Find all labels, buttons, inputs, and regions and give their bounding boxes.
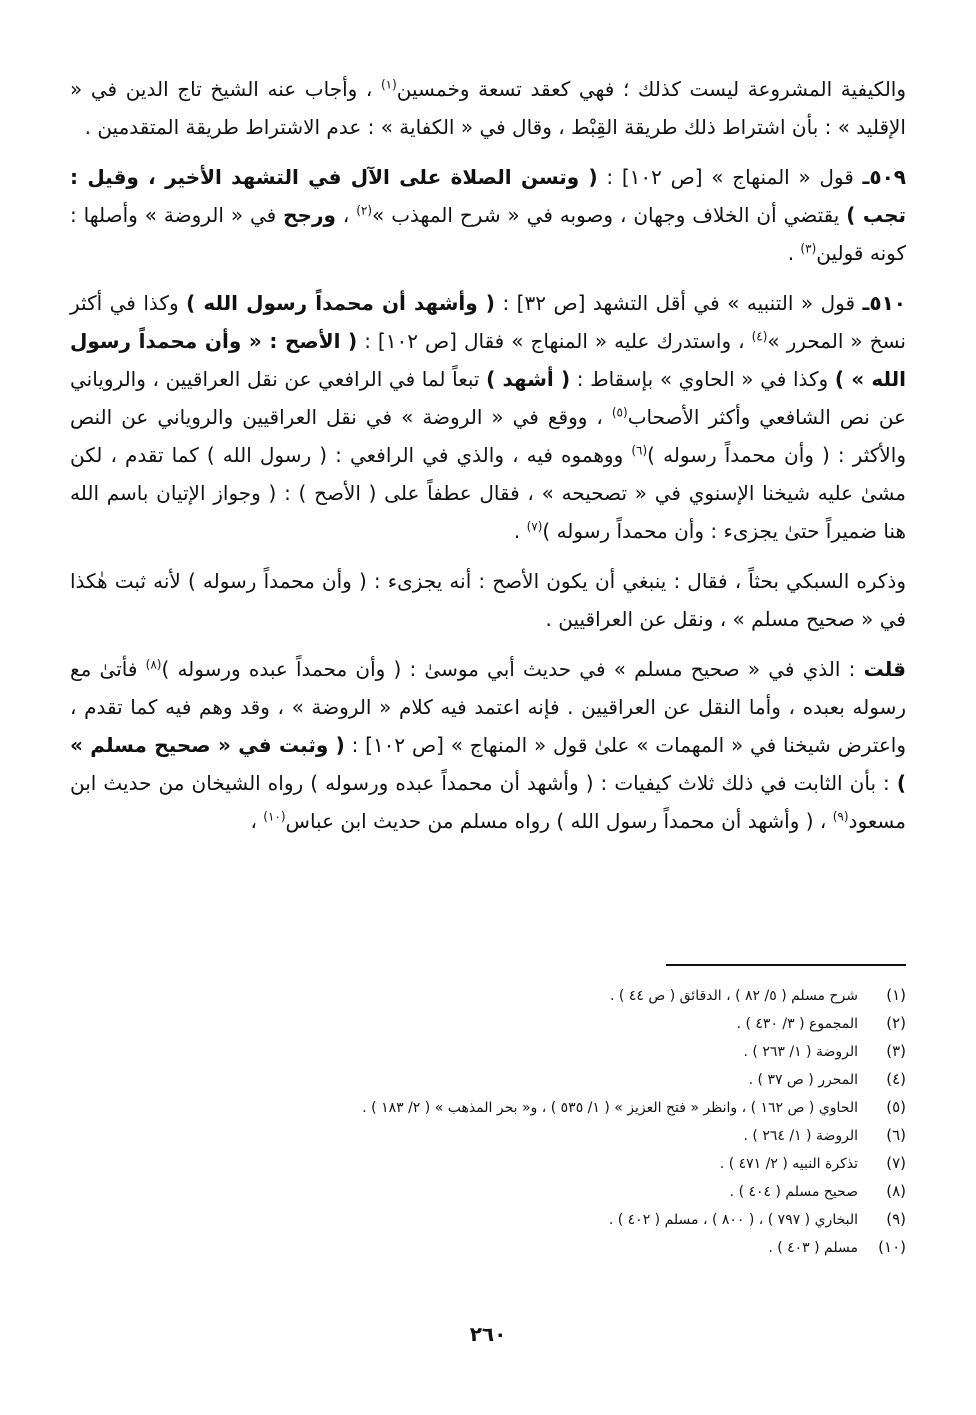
bold-quote: ( الأصح : « وأن محمداً رسول الله » ) <box>70 329 906 391</box>
text-run: قول « التنبيه » في أقل التشهد [ص ٣٢] : <box>494 291 863 315</box>
text-run: وكذا في « الحاوي » بإسقاط : <box>570 367 835 391</box>
footnote-3 <box>70 1038 906 1066</box>
footnote-number: (٤) <box>886 1070 906 1088</box>
footnote-number: (٧) <box>886 1154 906 1172</box>
paragraph-number: ٥١٠ـ <box>862 291 906 315</box>
paragraph-subki <box>70 562 906 638</box>
paragraph-number: ٥٠٩ـ <box>862 165 906 189</box>
footnote-ref: (٢) <box>356 203 373 218</box>
footnote-1 <box>70 982 906 1010</box>
bold-quote: ( وثبت في « صحيح مسلم » ) <box>70 733 906 795</box>
footnote-number: (٦) <box>886 1126 906 1144</box>
paragraph-510 <box>70 284 906 550</box>
footnote-text: صحيح مسلم ( ٤٠٤ ) . <box>729 1184 858 1200</box>
footnote-separator-rule <box>666 964 906 966</box>
text-run: ، ووقع في « الروضة » في نقل العراقيين والروياني عن النص والأكثر : ( وأن محمداً رسوله ) <box>70 405 906 467</box>
footnote-text: الروضة ( ١/ ٢٦٤ ) . <box>743 1128 858 1144</box>
bold-quote: ( أشهد ) <box>486 367 571 391</box>
footnote-text: المجموع ( ٣/ ٤٣٠ ) . <box>736 1016 858 1032</box>
footnote-ref: (٣) <box>800 241 817 256</box>
text-run: . <box>787 241 801 265</box>
footnote-9 <box>70 1206 906 1234</box>
footnote-5 <box>70 1094 906 1122</box>
footnote-number: (٥) <box>886 1098 906 1116</box>
footnote-ref: (٥) <box>611 405 628 420</box>
page-body <box>70 70 906 852</box>
text-run: . <box>513 519 527 543</box>
footnote-text: المحرر ( ص ٣٧ ) . <box>748 1072 858 1088</box>
footnote-ref: (٨) <box>145 657 162 672</box>
footnote-ref: (٩) <box>832 809 849 824</box>
paragraph-text <box>70 70 906 146</box>
text-run: ، واستدرك عليه « المنهاج » فقال [ص ١٠٢] : <box>357 329 752 353</box>
paragraph-text <box>70 158 906 272</box>
text-run: والكيفية المشروعة ليست كذلك ؛ فهي كعقد تسعة وخمسين <box>396 77 906 101</box>
footnotes <box>70 982 906 1262</box>
text-run: ، وأجاب عنه الشيخ تاج الدين في « الإقليد » : بأن اشتراط ذلك طريقة القِبْط ، وقال في « الكفاية » : عدم الاشتراط طريقة المتقدمين . <box>70 77 906 139</box>
footnote-number: (١٠) <box>878 1238 906 1256</box>
text-run: ، ( وأشهد أن محمداً رسول الله ) رواه مسلم من حديث ابن عباس <box>285 809 833 833</box>
footnote-number: (٩) <box>886 1210 906 1228</box>
footnote-text: الروضة ( ١/ ٢٦٣ ) . <box>743 1044 858 1060</box>
footnote-4 <box>70 1066 906 1094</box>
footnote-7 <box>70 1150 906 1178</box>
text-run: ، <box>250 809 264 833</box>
paragraph-qult <box>70 650 906 840</box>
footnote-number: (٣) <box>886 1042 906 1060</box>
footnote-number: (٨) <box>886 1182 906 1200</box>
bold-quote: ( وأشهد أن محمداً رسول الله ) <box>186 291 495 315</box>
footnote-text: تذكرة النبيه ( ٢/ ٤٧١ ) . <box>719 1156 858 1172</box>
footnote-number: (٢) <box>886 1014 906 1032</box>
paragraph-text <box>70 562 906 638</box>
bold-quote: قلت <box>863 657 907 681</box>
footnote-2 <box>70 1010 906 1038</box>
text-run: : بأن الثابت في ذلك ثلاث كيفيات : ( وأشهد أن محمداً عبده ورسوله ) رواه الشيخان من حديث ابن مسعود <box>70 771 906 833</box>
footnote-number: (١) <box>886 986 906 1004</box>
text-run: فأتىٰ مع رسوله بعبده ، وأما النقل عن العراقيين . فإنه اعتمد فيه كلام « الروضة » ، وقد وهم فيه كما تقدم ، واعترض شيخنا في « المهمات » علىٰ قول « المنهاج » [ص ١٠٢] : <box>70 657 906 757</box>
footnote-ref: (١) <box>380 77 397 92</box>
footnote-10 <box>70 1234 906 1262</box>
text-run: وذكره السبكي بحثاً ، فقال : ينبغي أن يكون الأصح : أنه يجزىء : ( وأن محمداً رسوله ) لأنه ثبت هٰكذا في « صحيح مسلم » ، ونقل عن العراقيين . <box>70 569 906 631</box>
footnote-ref: (٧) <box>526 519 543 534</box>
text-run: يقتضي أن الخلاف وجهان ، وصوبه في « شرح المهذب » <box>372 203 847 227</box>
text-run: ووهموه فيه ، والذي في الرافعي : ( رسول الله ) كما تقدم ، لكن مشىٰ عليه شيخنا الإسنوي في « تصحيحه » ، فقال عطفاً على ( الأصح ) : ( وجواز الإتيان باسم الله هنا ضميراً حتىٰ يجزىء : وأن محمداً رسوله ) <box>70 443 906 543</box>
paragraph-text <box>70 284 906 550</box>
text-run: قول « المنهاج » [ص ١٠٢] : <box>597 165 863 189</box>
footnote-8 <box>70 1178 906 1206</box>
footnote-ref: (٦) <box>631 443 648 458</box>
text-run: : الذي في « صحيح مسلم » في حديث أبي موسىٰ : ( وأن محمداً عبده ورسوله ) <box>161 657 864 681</box>
footnote-text: البخاري ( ٧٩٧ ) ، ( ٨٠٠ ) ، مسلم ( ٤٠٢ ) . <box>608 1212 858 1228</box>
paragraph-1 <box>70 70 906 146</box>
paragraph-509 <box>70 158 906 272</box>
footnote-ref: (١٠) <box>263 809 286 824</box>
text-run: في « الروضة » وأصلها : كونه قولين <box>70 203 906 265</box>
text-run: وكذا في أكثر نسخ « المحرر » <box>70 291 906 353</box>
text-run: ، <box>335 203 357 227</box>
footnote-6 <box>70 1122 906 1150</box>
paragraph-text <box>70 650 906 840</box>
footnote-text: الحاوي ( ص ١٦٢ ) ، وانظر « فتح العزيز » ( ١/ ٥٣٥ ) ، و« بحر المذهب » ( ٢/ ١٨٣ ) . <box>362 1100 858 1116</box>
text-run: تبعاً لما في الرافعي عن نقل العراقيين ، والروياني عن نص الشافعي وأكثر الأصحاب <box>70 367 906 429</box>
bold-quote: ورجح <box>283 203 336 227</box>
footnote-text: شرح مسلم ( ٥/ ٨٢ ) ، الدقائق ( ص ٤٤ ) . <box>610 988 858 1004</box>
page-number: ٢٦٠ <box>469 1322 507 1346</box>
bold-quote: ( وتسن الصلاة على الآل في التشهد الأخير ، وقيل : تجب ) <box>70 165 907 227</box>
footnote-text: مسلم ( ٤٠٣ ) . <box>768 1240 858 1256</box>
footnote-ref: (٤) <box>751 329 768 344</box>
